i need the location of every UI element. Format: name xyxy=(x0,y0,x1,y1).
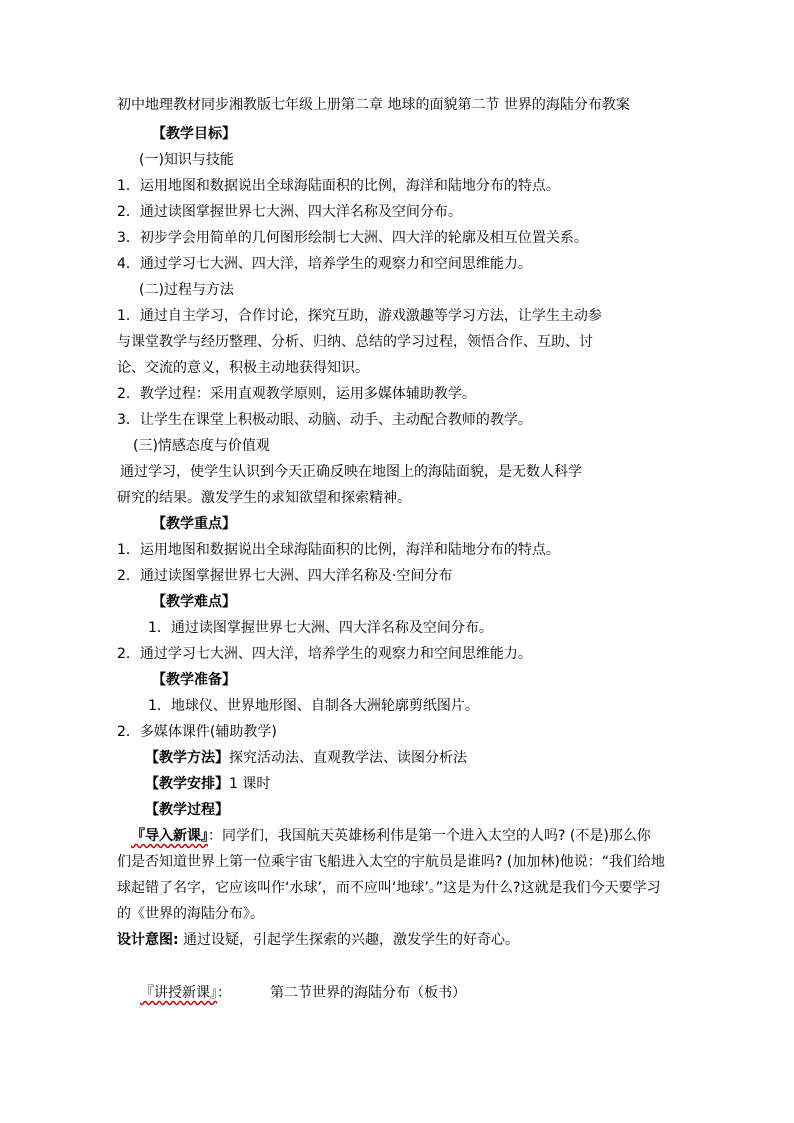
difficulties-heading: 【教学难点】 xyxy=(152,594,236,610)
new-lesson-text: 第二节世界的海陆分布（板书） xyxy=(270,985,466,1001)
intro-line: 的《世界的海陆分布》。 xyxy=(117,906,264,922)
preparation-item: 1．地球仪、世界地形图、自制各大洲轮廓剪纸图片。 xyxy=(148,698,479,714)
process-item-line: 与课堂教学与经历整理、分析、归纳、总结的学习过程，领悟合作、互助、讨 xyxy=(117,334,593,350)
key-point-item: 1．运用地图和数据说出全球海陆面积的比例，海洋和陆地分布的特点。 xyxy=(117,542,560,558)
process-item: 2．教学过程：采用直观教学原则，运用多媒体辅助教学。 xyxy=(117,386,476,402)
process-item: 3．让学生在课堂上积极动眼、动脑、动手、主动配合教师的教学。 xyxy=(117,412,532,428)
procedure-heading: 【教学过程】 xyxy=(145,802,229,818)
intro-line: 们是否知道世界上第一位乘宇宙飞船进入太空的宇航员是谁吗? (加加林)他说：“我们给地 xyxy=(117,854,666,870)
methods-heading: 【教学方法】 xyxy=(145,750,229,766)
knowledge-item: 3．初步学会用简单的几何图形绘制七大洲、四大洋的轮廓及相互位置关系。 xyxy=(117,230,588,246)
knowledge-item: 2．通过读图掌握世界七大洲、四大洋名称及空间分布。 xyxy=(117,204,462,220)
knowledge-item: 1．运用地图和数据说出全球海陆面积的比例，海洋和陆地分布的特点。 xyxy=(117,178,560,194)
objectives-heading: 【教学目标】 xyxy=(152,126,236,142)
intro-text: ：同学们，我国航天英雄杨利伟是第一个进入太空的人吗? (不是)那么你 xyxy=(208,828,651,844)
design-intent-text: 通过设疑，引起学生探索的兴趣，激发学生的好奇心。 xyxy=(178,932,520,948)
process-item-line: 论、交流的意义，积极主动地获得知识。 xyxy=(117,360,369,376)
process-item-line: 1．通过自主学习，合作讨论，探究互助，游戏激趣等学习方法，让学生主动参 xyxy=(117,308,602,324)
schedule-text: 1 课时 xyxy=(229,776,271,792)
difficulty-item: 2．通过学习七大洲、四大洋，培养学生的观察力和空间思维能力。 xyxy=(117,646,532,662)
intro-label: 『导入新课』 xyxy=(131,828,208,844)
intro-line: 球起错了名字，它应该叫作‘水球’，而不应叫‘地球’。”这是为什么?这就是我们今天要学习 xyxy=(117,880,661,896)
methods-text: 探究活动法、直观教学法、读图分析法 xyxy=(229,750,467,766)
difficulty-item: 1．通过读图掌握世界七大洲、四大洋名称及空间分布。 xyxy=(148,620,493,636)
knowledge-heading: (一)知识与技能 xyxy=(139,152,234,168)
key-point-item: 2．通过读图掌握世界七大洲、四大洋名称及·空间分布 xyxy=(117,568,453,584)
design-intent-label: 设计意图: xyxy=(117,932,179,948)
design-intent-row xyxy=(117,931,519,949)
new-lesson-colon: ： xyxy=(217,985,231,1001)
new-lesson-label: 『讲授新课』 xyxy=(140,985,217,1001)
process-heading: (二)过程与方法 xyxy=(139,282,234,298)
attitude-line: 研究的结果。激发学生的求知欲望和探索精神。 xyxy=(117,490,411,506)
attitude-line: 通过学习，使学生认识到今天正确反映在地图上的海陆面貌，是无数人科学 xyxy=(120,464,582,480)
schedule-row xyxy=(145,775,270,793)
knowledge-item: 4．通过学习七大洲、四大洋，培养学生的观察力和空间思维能力。 xyxy=(117,256,532,272)
preparation-heading: 【教学准备】 xyxy=(152,672,236,688)
preparation-item: 2．多媒体课件(辅助教学) xyxy=(117,724,277,740)
attitude-heading: (三)情感态度与价值观 xyxy=(133,438,270,454)
document-title: 初中地理教材同步湘教版七年级上册第二章 地球的面貌第二节 世界的海陆分布教案 xyxy=(117,97,630,113)
methods-row xyxy=(145,749,467,767)
intro-first-line xyxy=(131,827,651,845)
schedule-heading: 【教学安排】 xyxy=(145,776,229,792)
new-lesson-row xyxy=(140,984,231,1002)
key-points-heading: 【教学重点】 xyxy=(152,516,236,532)
